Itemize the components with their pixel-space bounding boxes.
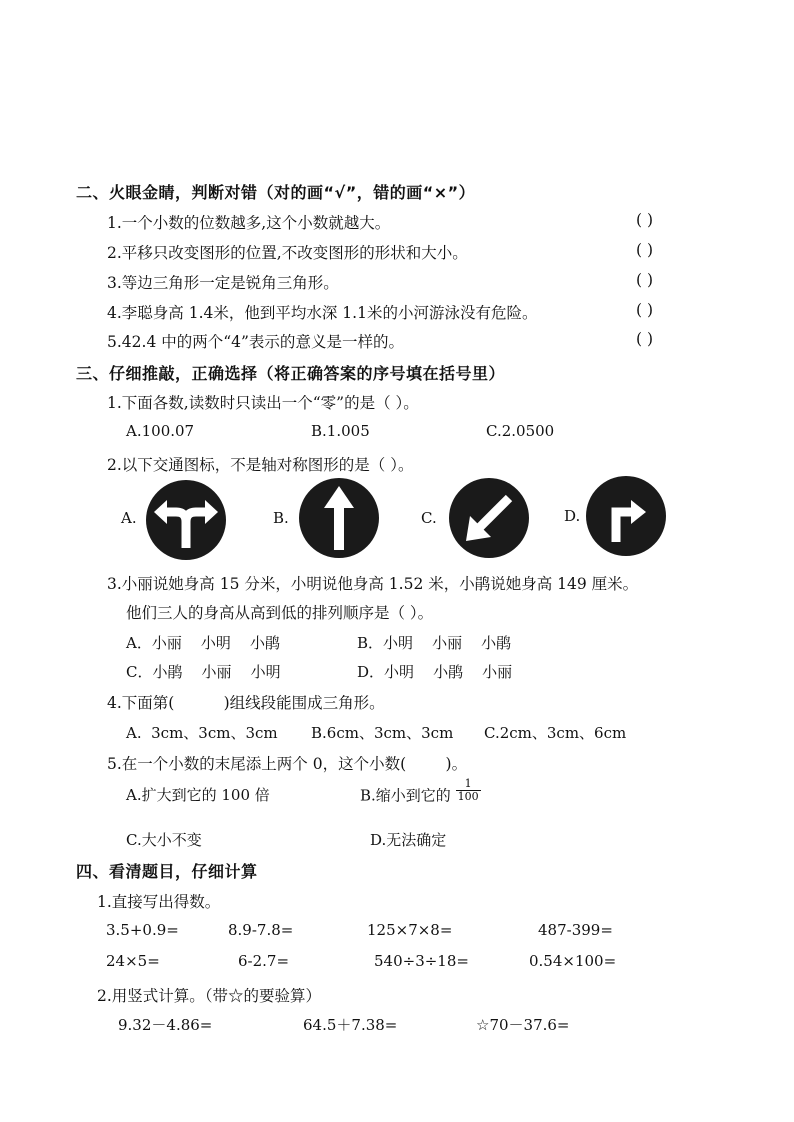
q5-option-c[interactable]: C.大小不变 [126, 831, 202, 849]
q1-option-a[interactable]: A.100.07 [126, 422, 195, 440]
q1-option-b[interactable]: B.1.005 [311, 422, 370, 440]
fraction-denominator: 100 [457, 790, 479, 803]
fraction-numerator: 1 [456, 778, 481, 791]
q5-option-b[interactable] [360, 777, 481, 809]
traffic-sign-straight-icon[interactable] [299, 478, 379, 558]
calc-3-3: ☆70－37.6= [476, 1016, 570, 1034]
judge-item-5: 5.42.4 中的两个“4”表示的意义是一样的。 [107, 333, 404, 351]
choice-question-5: 5.在一个小数的末尾添上两个 0，这个小数( )。 [107, 755, 468, 773]
q3-option-b[interactable]: B．小明 小丽 小鹃 [357, 634, 512, 652]
fraction-one-hundredth [456, 778, 481, 803]
judge-item-3: 3.等边三角形一定是锐角三角形。 [107, 274, 339, 292]
calc-1-1: 3.5+0.9= [106, 921, 179, 939]
choice-question-3-line-2: 他们三人的身高从高到低的排列顺序是（ ）。 [126, 604, 434, 622]
calc-3-1: 9.32－4.86= [118, 1016, 213, 1034]
q2-option-c-label[interactable]: C. [421, 509, 437, 527]
q3-option-a[interactable]: A．小丽 小明 小鹃 [126, 634, 280, 652]
judge-item-2: 2.平移只改变图形的位置,不改变图形的形状和大小。 [107, 244, 468, 262]
calc-1-4: 487-399= [538, 921, 613, 939]
calc-subtitle-2: 2.用竖式计算。（带☆的要验算） [97, 987, 322, 1005]
choice-question-4: 4.下面第( )组线段能围成三角形。 [107, 694, 385, 712]
choice-question-3-line-1: 3.小丽说她身高 15 分米，小明说他身高 1.52 米，小鹃说她身高 149 厘米。 [107, 575, 639, 593]
answer-blank-4[interactable]: ( ) [636, 301, 654, 319]
answer-blank-5[interactable]: ( ) [636, 330, 654, 348]
q2-option-b-label[interactable]: B. [273, 509, 289, 527]
section-4-title: 四、看清题目，仔细计算 [76, 862, 258, 881]
calc-3-2: 64.5＋7.38= [303, 1016, 398, 1034]
q5-option-b-text: B.缩小到它的 [360, 786, 451, 805]
calc-2-3: 540÷3÷18= [374, 952, 469, 970]
q2-option-a-label[interactable]: A. [121, 509, 137, 527]
calc-subtitle-1: 1.直接写出得数。 [97, 893, 221, 911]
q4-option-a[interactable]: A. 3cm、3cm、3cm [126, 724, 278, 742]
q1-option-c[interactable]: C.2.0500 [486, 422, 555, 440]
calc-2-4: 0.54×100= [529, 952, 617, 970]
answer-blank-1[interactable]: ( ) [636, 211, 654, 229]
answer-blank-3[interactable]: ( ) [636, 271, 654, 289]
judge-item-1: 1.一个小数的位数越多,这个小数就越大。 [107, 214, 391, 232]
q5-option-a[interactable]: A.扩大到它的 100 倍 [126, 786, 270, 804]
answer-blank-2[interactable]: ( ) [636, 241, 654, 259]
q3-option-c[interactable]: C．小鹃 小丽 小明 [126, 663, 281, 681]
judge-item-4: 4.李聪身高 1.4米，他到平均水深 1.1米的小河游泳没有危险。 [107, 304, 538, 322]
calc-2-1: 24×5= [106, 952, 160, 970]
calc-1-3: 125×7×8= [367, 921, 453, 939]
q4-option-b[interactable]: B.6cm、3cm、3cm [311, 724, 454, 742]
choice-question-2: 2.以下交通图标，不是轴对称图形的是（ ）。 [107, 456, 414, 474]
q4-option-c[interactable]: C.2cm、3cm、6cm [484, 724, 627, 742]
traffic-sign-right-turn-icon[interactable] [586, 476, 666, 556]
choice-question-1: 1.下面各数,读数时只读出一个“零”的是（ ）。 [107, 394, 419, 412]
calc-2-2: 6-2.7= [238, 952, 290, 970]
section-2-title: 二、火眼金睛，判断对错（对的画“√”，错的画“×”） [76, 183, 476, 202]
q2-option-d-label[interactable]: D. [564, 507, 581, 525]
section-3-title: 三、仔细推敲，正确选择（将正确答案的序号填在括号里） [76, 364, 506, 383]
q3-option-d[interactable]: D．小明 小鹃 小丽 [357, 663, 513, 681]
traffic-sign-diagonal-arrow-icon[interactable] [449, 478, 529, 558]
calc-1-2: 8.9-7.8= [228, 921, 294, 939]
q5-option-d[interactable]: D.无法确定 [370, 831, 447, 849]
traffic-sign-left-right-icon[interactable] [146, 480, 226, 560]
